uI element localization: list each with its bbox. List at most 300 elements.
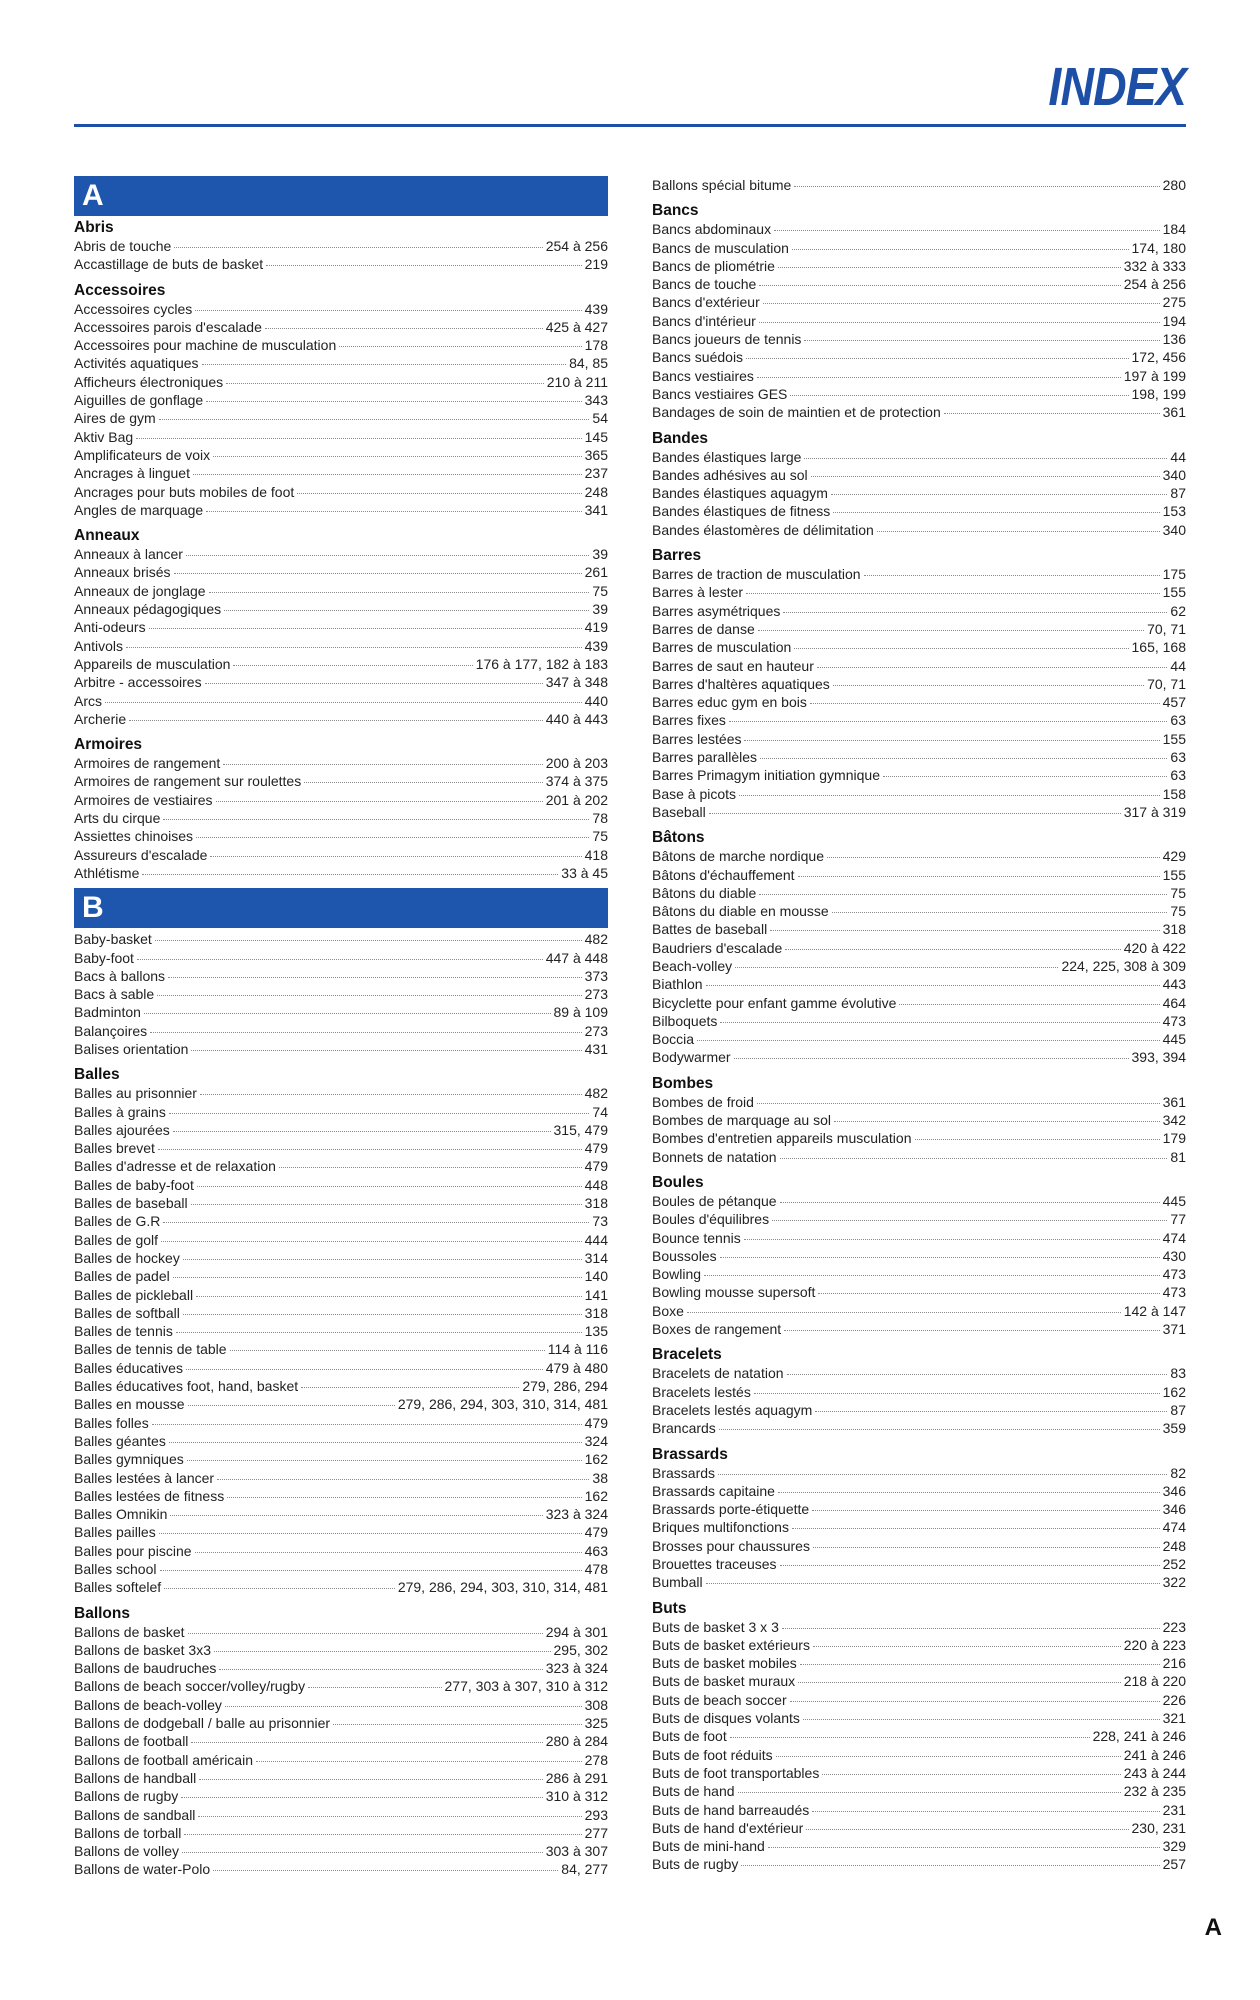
index-entry [74, 1714, 608, 1732]
index-entry [74, 483, 608, 501]
index-entry [74, 827, 608, 845]
dot-leader [794, 186, 1159, 187]
index-entry [74, 692, 608, 710]
index-entry [74, 967, 608, 985]
index-entry [652, 638, 1186, 656]
index-entry [74, 1560, 608, 1578]
dot-leader [223, 764, 542, 765]
index-entry [652, 1148, 1186, 1166]
index-entry [652, 1782, 1186, 1800]
dot-leader [105, 702, 582, 703]
entry-pages: 439 [584, 300, 608, 317]
entry-pages: 75 [1170, 884, 1186, 901]
entry-pages: 87 [1170, 1401, 1186, 1418]
dot-leader [202, 364, 567, 365]
dot-leader [729, 721, 1168, 722]
entry-pages: 447 à 448 [545, 949, 608, 966]
index-entry [652, 847, 1186, 865]
index-entry [652, 785, 1186, 803]
index-entry [652, 748, 1186, 766]
group-title: Bâtons [652, 829, 705, 847]
dot-leader [787, 1374, 1168, 1375]
entry-pages: 482 [584, 1085, 608, 1102]
entry-term: Balles pailles [74, 1524, 156, 1541]
entry-pages: 318 [584, 1195, 608, 1212]
index-entry [74, 1450, 608, 1468]
dot-leader [798, 876, 1160, 877]
entry-term: Brouettes traceuses [652, 1556, 777, 1572]
dot-leader [279, 1167, 582, 1168]
group-title: Barres [652, 547, 702, 565]
index-entry [74, 846, 608, 864]
entry-pages: 89 à 109 [553, 1004, 608, 1021]
group-title: Bombes [652, 1074, 714, 1092]
index-entry [652, 239, 1186, 257]
dot-leader [899, 1004, 1159, 1005]
entry-term: Anneaux brisés [74, 564, 171, 581]
entry-pages: 277, 303 à 307, 310 à 312 [444, 1678, 608, 1695]
dot-leader [301, 1387, 519, 1388]
entry-pages: 445 [1162, 1031, 1186, 1048]
dot-leader [173, 1277, 582, 1278]
index-entry [74, 1084, 608, 1102]
index-entry [74, 618, 608, 636]
entry-pages: 371 [1162, 1321, 1186, 1338]
dot-leader [744, 740, 1159, 741]
index-entry [74, 1003, 608, 1021]
entry-pages: 198, 199 [1131, 385, 1186, 402]
dot-leader [735, 967, 1058, 968]
dot-leader [174, 573, 582, 574]
dot-leader [230, 1350, 545, 1351]
entry-pages: 226 [1162, 1691, 1186, 1708]
entry-term: Brancards [652, 1420, 716, 1437]
entry-pages: 194 [1162, 312, 1186, 329]
index-entry [74, 1157, 608, 1175]
entry-term: Brassards [652, 1464, 716, 1481]
index-entry [652, 1093, 1186, 1111]
entry-pages: 273 [584, 986, 608, 1003]
entry-term: Bancs vestiaires GES [652, 385, 788, 402]
entry-term: Briques multifonctions [652, 1519, 789, 1536]
dot-leader [772, 1220, 1167, 1221]
entry-pages: 279, 286, 294, 303, 310, 314, 481 [397, 1396, 608, 1413]
dot-leader [206, 511, 581, 512]
entry-pages: 323 à 324 [545, 1506, 608, 1523]
index-entry [74, 1340, 608, 1358]
entry-term: Bandes élastomères de délimitation [652, 521, 874, 538]
entry-term: Bancs d'intérieur [652, 312, 756, 329]
index-entry [652, 1464, 1186, 1482]
entry-term: Balles à grains [74, 1103, 166, 1120]
index-entry [74, 1623, 608, 1641]
index-entry [74, 1696, 608, 1714]
group-title: Bancs [652, 202, 699, 220]
index-entry [652, 1265, 1186, 1283]
entry-pages: 73 [592, 1213, 608, 1230]
entry-term: Buts de foot transportables [652, 1764, 820, 1781]
index-entry [652, 693, 1186, 711]
index-entry [74, 391, 608, 409]
entry-pages: 279, 286, 294 [522, 1378, 608, 1395]
entry-pages: 230, 231 [1131, 1819, 1186, 1836]
dot-leader [191, 1204, 582, 1205]
entry-pages: 155 [1162, 730, 1186, 747]
entry-pages: 155 [1162, 866, 1186, 883]
entry-pages: 431 [584, 1040, 608, 1057]
entry-term: Balles d'adresse et de relaxation [74, 1158, 276, 1175]
index-entry [652, 1500, 1186, 1518]
dot-leader [812, 1510, 1159, 1511]
entry-pages: 425 à 427 [545, 318, 608, 335]
entry-pages: 75 [592, 828, 608, 845]
dot-leader [169, 1442, 582, 1443]
entry-term: Barres asymétriques [652, 602, 781, 619]
index-entry [652, 565, 1186, 583]
page-letter: A [1204, 1914, 1222, 1941]
entry-pages: 261 [584, 564, 608, 581]
dot-leader [265, 328, 543, 329]
index-entry [74, 1231, 608, 1249]
index-entry [652, 385, 1186, 403]
entry-pages: 279, 286, 294, 303, 310, 314, 481 [397, 1579, 608, 1596]
dot-leader [142, 874, 558, 875]
dot-leader [757, 1103, 1160, 1104]
entry-term: Ballons de rugby [74, 1788, 179, 1805]
index-entry [74, 464, 608, 482]
index-entry [652, 1855, 1186, 1873]
dot-leader [219, 1669, 542, 1670]
dot-leader [739, 795, 1160, 796]
entry-pages: 295, 302 [553, 1641, 608, 1658]
dot-leader [191, 1742, 542, 1743]
index-entry [74, 336, 608, 354]
entry-pages: 445 [1162, 1192, 1186, 1209]
entry-term: Activités aquatiques [74, 355, 199, 372]
dot-leader [199, 1779, 542, 1780]
entry-term: Badminton [74, 1004, 141, 1021]
dot-leader [734, 1058, 1129, 1059]
index-column-right [652, 176, 1186, 1874]
entry-pages: 347 à 348 [545, 674, 608, 691]
dot-leader [831, 494, 1168, 495]
entry-pages: 318 [1162, 921, 1186, 938]
index-entry [74, 754, 608, 772]
entry-term: Barres educ gym en bois [652, 694, 807, 711]
entry-term: Balles de pickleball [74, 1286, 194, 1303]
dot-leader [760, 758, 1167, 759]
entry-pages: 184 [1162, 221, 1186, 238]
entry-term: Buts de rugby [652, 1856, 739, 1873]
index-entry [652, 1320, 1186, 1338]
entry-term: Anneaux de jonglage [74, 582, 206, 599]
entry-pages: 216 [1162, 1655, 1186, 1672]
entry-term: Afficheurs électroniques [74, 373, 224, 390]
entry-pages: 479 [584, 1414, 608, 1431]
index-entry [652, 1746, 1186, 1764]
index-entry [74, 1732, 608, 1750]
dot-leader [719, 1429, 1160, 1430]
entry-pages: 479 [584, 1140, 608, 1157]
index-entry [652, 1537, 1186, 1555]
index-entry [652, 367, 1186, 385]
dot-leader [209, 592, 590, 593]
entry-pages: 393, 394 [1131, 1049, 1186, 1066]
index-entry [74, 985, 608, 1003]
entry-term: Bancs de pliométrie [652, 257, 775, 274]
dot-leader [741, 1865, 1159, 1866]
dot-leader [266, 265, 582, 266]
entry-term: Baudriers d'escalade [652, 939, 783, 956]
index-entry [652, 1764, 1186, 1782]
dot-leader [813, 1547, 1160, 1548]
entry-pages: 286 à 291 [545, 1769, 608, 1786]
entry-pages: 482 [584, 931, 608, 948]
dot-leader [200, 1094, 582, 1095]
index-entry [652, 1419, 1186, 1437]
index-entry [652, 1555, 1186, 1573]
dot-leader [833, 685, 1144, 686]
entry-term: Boules d'équilibres [652, 1211, 770, 1228]
dot-leader [168, 977, 582, 978]
index-entry [652, 403, 1186, 421]
index-entry [652, 502, 1186, 520]
entry-pages: 448 [584, 1176, 608, 1193]
entry-term: Bandes élastiques de fitness [652, 503, 831, 520]
group-title: Anneaux [74, 527, 140, 545]
entry-pages: 158 [1162, 785, 1186, 802]
dot-leader [217, 1479, 589, 1480]
index-entry [74, 1860, 608, 1878]
dot-leader [778, 1492, 1160, 1493]
entry-pages: 224, 225, 308 à 309 [1061, 957, 1186, 974]
index-entry [74, 673, 608, 691]
entry-pages: 83 [1170, 1365, 1186, 1382]
index-entry [652, 330, 1186, 348]
index-entry [74, 1806, 608, 1824]
entry-pages: 63 [1170, 749, 1186, 766]
dot-leader [333, 1724, 582, 1725]
entry-term: Ballons de baudruches [74, 1660, 217, 1677]
dot-leader [297, 493, 581, 494]
entry-term: Bowling [652, 1266, 702, 1283]
entry-term: Accessoires cycles [74, 300, 193, 317]
dot-leader [176, 1332, 582, 1333]
entry-term: Balles de G.R [74, 1213, 161, 1230]
entry-pages: 444 [584, 1231, 608, 1248]
index-entry [74, 1267, 608, 1285]
entry-term: Balançoires [74, 1022, 148, 1039]
dot-leader [186, 1369, 543, 1370]
entry-pages: 275 [1162, 294, 1186, 311]
dot-leader [152, 1424, 582, 1425]
index-entry [652, 348, 1186, 366]
entry-term: Barres de saut en hauteur [652, 657, 814, 674]
entry-pages: 479 [584, 1524, 608, 1541]
entry-term: Balles de hockey [74, 1249, 180, 1266]
dot-leader [770, 930, 1159, 931]
entry-pages: 374 à 375 [545, 773, 608, 790]
dot-leader [191, 1050, 581, 1051]
entry-pages: 463 [584, 1542, 608, 1559]
entry-pages: 75 [592, 582, 608, 599]
entry-term: Arbitre - accessoires [74, 674, 202, 691]
entry-pages: 321 [1162, 1710, 1186, 1727]
dot-leader [792, 249, 1129, 250]
index-entry [652, 1654, 1186, 1672]
index-entry [652, 448, 1186, 466]
entry-term: Balles softelef [74, 1579, 162, 1596]
dot-leader [822, 1774, 1120, 1775]
index-entry [652, 275, 1186, 293]
entry-term: Amplificateurs de voix [74, 446, 211, 463]
entry-pages: 257 [1162, 1856, 1186, 1873]
entry-term: Balles pour piscine [74, 1542, 192, 1559]
index-entry [74, 1769, 608, 1787]
dot-leader [758, 630, 1144, 631]
entry-pages: 473 [1162, 1266, 1186, 1283]
entry-term: Bancs abdominaux [652, 221, 772, 238]
dot-leader [774, 230, 1160, 231]
index-entry [74, 655, 608, 673]
entry-pages: 418 [584, 846, 608, 863]
entry-pages: 172, 456 [1131, 349, 1186, 366]
dot-leader [780, 1565, 1160, 1566]
index-entry [652, 257, 1186, 275]
dot-leader [226, 383, 544, 384]
entry-pages: 219 [584, 256, 608, 273]
index-entry [74, 1359, 608, 1377]
entry-term: Accessoires pour machine de musculation [74, 337, 337, 354]
dot-leader [834, 1121, 1160, 1122]
entry-pages: 77 [1170, 1211, 1186, 1228]
entry-pages: 155 [1162, 584, 1186, 601]
index-entry [74, 373, 608, 391]
index-entry [652, 1229, 1186, 1247]
index-entry [652, 521, 1186, 539]
dot-leader [817, 667, 1168, 668]
entry-term: Bandes élastiques large [652, 448, 802, 465]
entry-term: Boxes de rangement [652, 1321, 782, 1338]
entry-pages: 474 [1162, 1519, 1186, 1536]
entry-pages: 200 à 203 [545, 755, 608, 772]
dot-leader [818, 1293, 1159, 1294]
index-entry [652, 730, 1186, 748]
entry-term: Balles ajourées [74, 1121, 170, 1138]
dot-leader [778, 267, 1121, 268]
entry-term: Ancrages pour buts mobiles de foot [74, 483, 295, 500]
entry-term: Boxe [652, 1302, 684, 1319]
entry-term: Brosses pour chaussures [652, 1537, 810, 1554]
index-entry [74, 1176, 608, 1194]
index-entry [74, 545, 608, 563]
entry-term: Brassards porte-étiquette [652, 1501, 810, 1518]
entry-term: Bracelets lestés aquagym [652, 1401, 813, 1418]
dot-leader [184, 1834, 581, 1835]
index-entry [74, 1322, 608, 1340]
dot-leader [144, 1013, 551, 1014]
index-entry [652, 1111, 1186, 1129]
entry-pages: 280 à 284 [545, 1733, 608, 1750]
dot-leader [206, 401, 581, 402]
entry-pages: 325 [584, 1715, 608, 1732]
entry-pages: 278 [584, 1751, 608, 1768]
index-entry [74, 791, 608, 809]
dot-leader [746, 358, 1128, 359]
index-entry [652, 1302, 1186, 1320]
group-title: Balles [74, 1066, 120, 1084]
dot-leader [800, 1664, 1160, 1665]
dot-leader [183, 1259, 582, 1260]
entry-term: Bancs suédois [652, 349, 744, 366]
dot-leader [193, 474, 582, 475]
entry-pages: 84, 277 [561, 1861, 608, 1878]
entry-term: Barres de traction de musculation [652, 566, 861, 583]
entry-term: Bonnets de natation [652, 1148, 777, 1165]
entry-term: Baby-basket [74, 931, 152, 948]
entry-term: Ballons de torball [74, 1824, 182, 1841]
dot-leader [182, 1852, 543, 1853]
dot-leader [811, 476, 1160, 477]
dot-leader [225, 1706, 582, 1707]
entry-term: Bracelets lestés [652, 1383, 751, 1400]
entry-term: Ballons de dodgeball / balle au prisonnier [74, 1715, 331, 1732]
entry-term: Bâtons d'échauffement [652, 866, 795, 883]
entry-term: Buts de hand barreaudés [652, 1801, 810, 1818]
dot-leader [794, 648, 1128, 649]
dot-leader [160, 1570, 582, 1571]
entry-pages: 359 [1162, 1420, 1186, 1437]
index-entry [74, 446, 608, 464]
entry-term: Ballons de beach-volley [74, 1696, 222, 1713]
index-entry [652, 657, 1186, 675]
dot-leader [157, 995, 581, 996]
entry-term: Balles éducatives [74, 1359, 183, 1376]
dot-leader [155, 940, 582, 941]
entry-pages: 252 [1162, 1556, 1186, 1572]
dot-leader [783, 612, 1167, 613]
entry-pages: 479 à 480 [545, 1359, 608, 1376]
dot-leader [782, 1628, 1160, 1629]
entry-term: Anneaux pédagogiques [74, 601, 222, 618]
index-entry [652, 766, 1186, 784]
dot-leader [709, 813, 1121, 814]
dot-leader [803, 1719, 1160, 1720]
entry-term: Buts de foot réduits [652, 1746, 773, 1763]
index-entry [74, 1487, 608, 1505]
index-entry [652, 902, 1186, 920]
dot-leader [806, 1829, 1128, 1830]
index-entry [652, 675, 1186, 693]
entry-pages: 162 [1162, 1383, 1186, 1400]
entry-term: Buts de hand d'extérieur [652, 1819, 804, 1836]
entry-term: Balles éducatives foot, hand, basket [74, 1378, 299, 1395]
index-entry [74, 1286, 608, 1304]
entry-term: Aktiv Bag [74, 428, 134, 445]
dot-leader [780, 1202, 1160, 1203]
entry-term: Battes de baseball [652, 921, 768, 938]
entry-term: Barres de danse [652, 620, 755, 637]
entry-pages: 457 [1162, 694, 1186, 711]
dot-leader [196, 837, 589, 838]
group-title: Bracelets [652, 1346, 722, 1364]
index-entry [74, 772, 608, 790]
entry-term: Accessoires parois d'escalade [74, 318, 262, 335]
entry-term: Bacs à sable [74, 986, 155, 1003]
entry-term: Boussoles [652, 1247, 717, 1264]
dot-leader [210, 856, 581, 857]
dot-leader [149, 628, 582, 629]
